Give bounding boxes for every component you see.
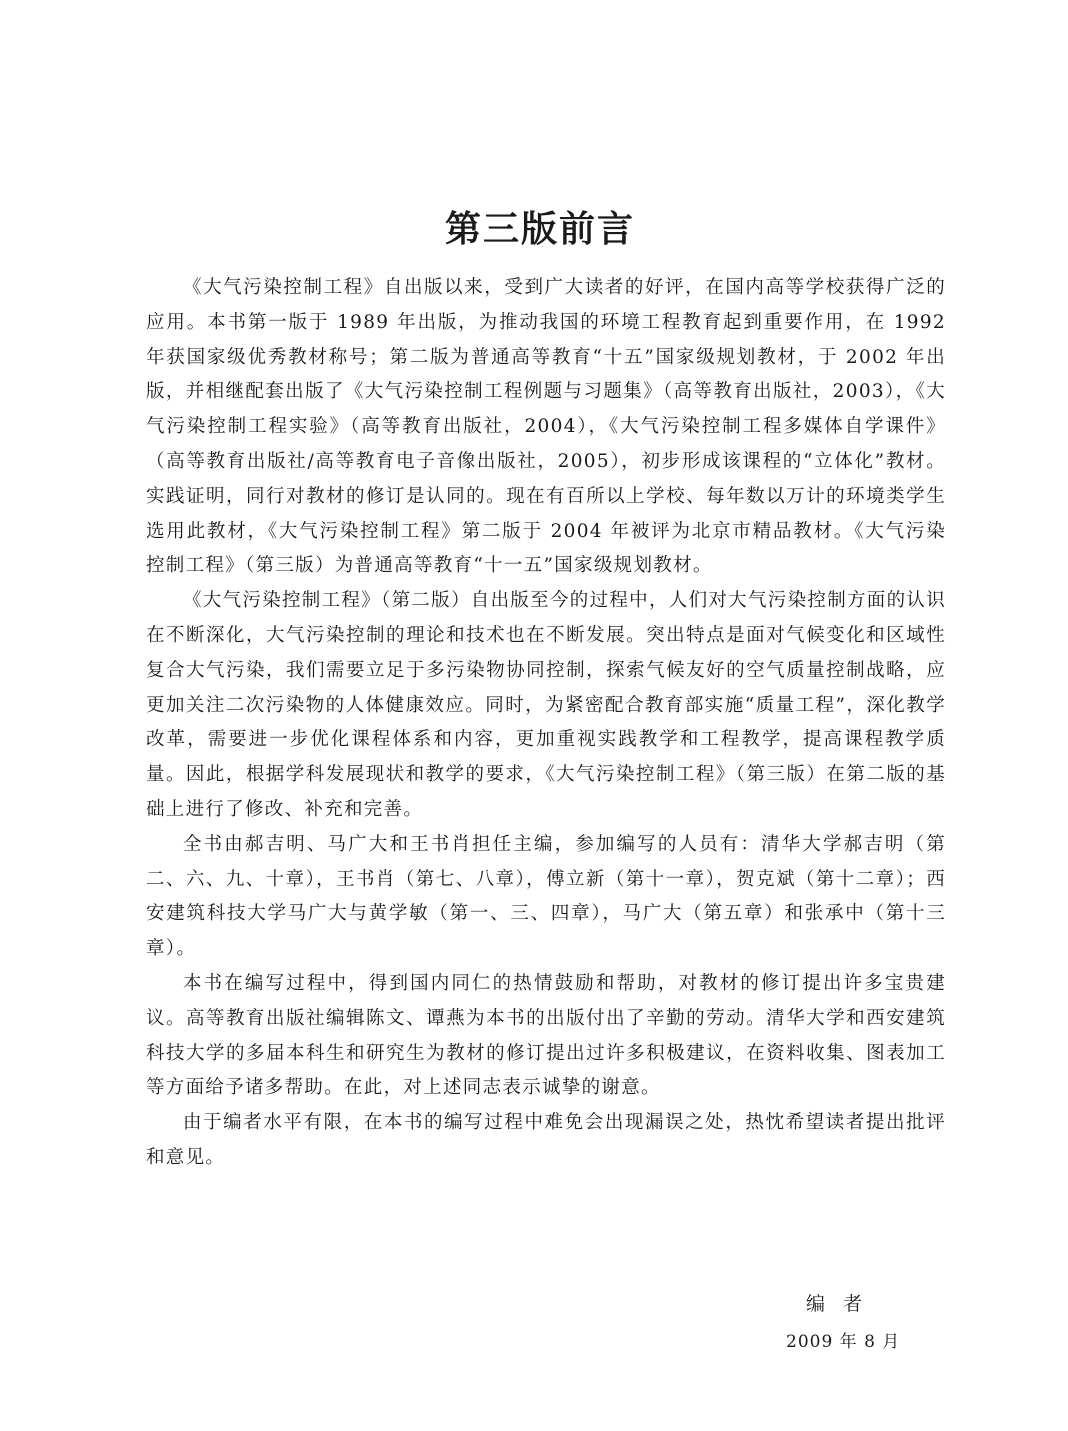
signature-date: 2009 年 8 月 <box>786 1332 901 1352</box>
signature-block <box>760 1288 940 1358</box>
signature-editor: 编者 <box>806 1293 881 1315</box>
paragraph: 《大气污染控制工程》（第二版）自出版至今的过程中，人们对大气污染控制方面的认识在不断深化，大气污染控制的理论和技术也在不断发展。突出特点是面对气候变化和区域性复合大气污染，我们需要立足于多污染物协同控制，探索气候友好的空气质量控制战略，应更加关注二次污染物的人体健康效应。同时，为紧密配合教育部实施“质量工程”，深化教学改革，需要进一步优化课程体系和内容，更加重视实践教学和工程教学，提高课程教学质量。因此，根据学科发展现状和教学的要求，《大气污染控制工程》（第三版）在第二版的基础上进行了修改、补充和完善。 <box>146 590 946 820</box>
page-title: 第三版前言 <box>444 209 635 251</box>
paragraph: 本书在编写过程中，得到国内同仁的热情鼓励和帮助，对教材的修订提出许多宝贵建议。高等教育出版社编辑陈文、谭燕为本书的出版付出了辛勤的劳动。清华大学和西安建筑科技大学的多届本科生和研究生为教材的修订提出过许多积极建议，在资料收集、图表加工等方面给予诸多帮助。在此，对上述同志表示诚挚的谢意。 <box>146 972 946 1099</box>
paragraph: 《大气污染控制工程》自出版以来，受到广大读者的好评，在国内高等学校获得广泛的应用。本书第一版于 1989 年出版，为推动我国的环境工程教育起到重要作用，在 1992 年获国家级优秀教材称号；第二版为普通高等教育“十五”国家级规划教材，于 2002 年出版，并相继配套出版了《大气污染控制工程例题与习题集》（高等教育出版社，2003），《大气污染控制工程实验》（高等教育出版社，2004），《大气污染控制工程多媒体自学课件》（高等教育出版社/高等教育电子音像出版社，2005），初步形成该课程的“立体化”教材。实践证明，同行对教材的修订是认同的。现在有百所以上学校、每年数以万计的环境类学生选用此教材，《大气污染控制工程》第二版于 2004 年被评为北京市精品教材。《大气污染控制工程》（第三版）为普通高等教育“十一五”国家级规划教材。 <box>146 277 946 577</box>
preface-body <box>146 271 946 1176</box>
paragraph: 由于编者水平有限，在本书的编写过程中难免会出现漏误之处，热忱希望读者提出批评和意见。 <box>146 1112 946 1168</box>
paragraph: 全书由郝吉明、马广大和王书肖担任主编，参加编写的人员有：清华大学郝吉明（第二、六、九、十章），王书肖（第七、八章），傅立新（第十一章），贺克斌（第十二章）；西安建筑科技大学马广大与黄学敏（第一、三、四章），马广大（第五章）和张承中（第十三章）。 <box>146 833 946 960</box>
